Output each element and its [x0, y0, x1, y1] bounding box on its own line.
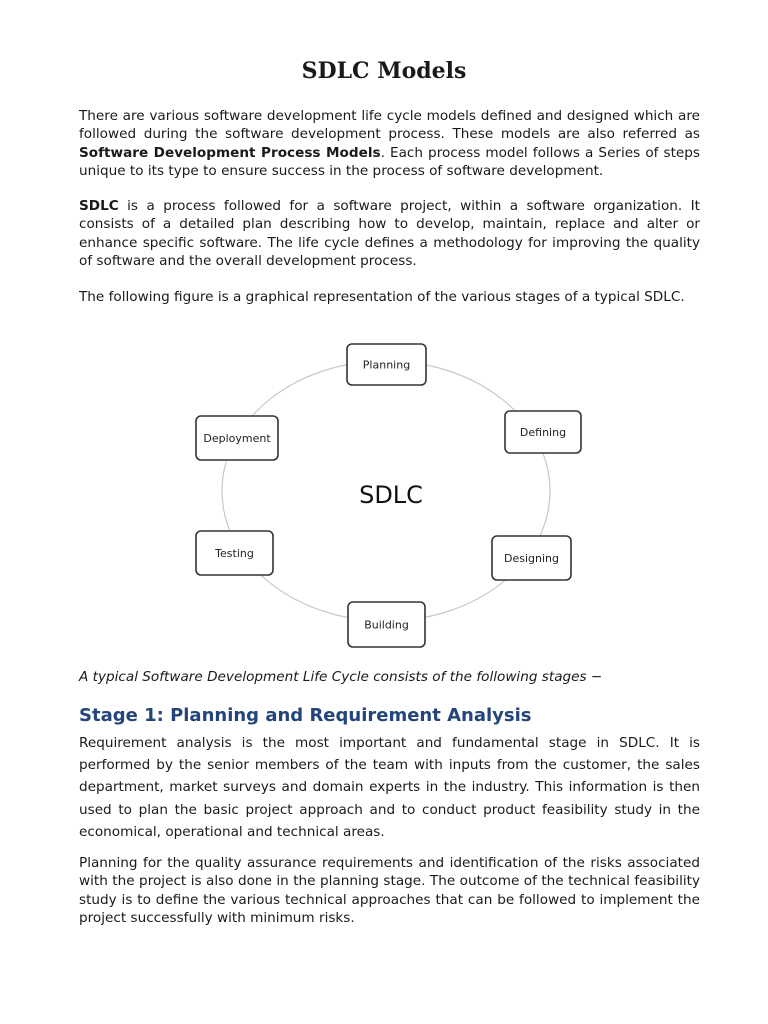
stage-label-defining: Defining: [519, 426, 567, 439]
definition-paragraph: [79, 197, 700, 270]
page-title: SDLC Models: [301, 58, 467, 84]
stage-label-testing: Testing: [215, 547, 254, 560]
diagram-caption: A typical Software Development Life Cycle consists of the following stages −: [79, 669, 603, 685]
intro-text-start: There are various software development life cycle models defined and designed which are followed during the software development process. These models are also referred as: [79, 108, 700, 143]
intro-bold-term: Software Development Process Models: [79, 144, 381, 161]
stage-label-planning: Planning: [362, 358, 411, 372]
definition-text: is a process followed for a software project, within a software organization. It consists of a detailed plan describing how to develop, maintain, replace and alter or enhance specific software. The life cycle defines a methodology for improving the quality of software and the overall development process.: [79, 198, 700, 269]
intro-paragraph: [79, 107, 700, 180]
intro-text-end: . Each process model follows a Series of steps unique to its type to ensure success in the process of software development.: [79, 144, 700, 179]
sdlc-cycle-diagram: [186, 338, 586, 654]
sdlc-center-label: SDLC: [359, 481, 423, 509]
stage-1-heading: Stage 1: Planning and Requirement Analysis: [79, 705, 532, 726]
stage-label-designing: Designing: [504, 552, 559, 565]
figure-intro-paragraph: The following figure is a graphical representation of the various stages of a typical SDLC.: [79, 289, 685, 305]
stage-label-building: Building: [364, 618, 409, 632]
stage-1-paragraph-1: Requirement analysis is the most important and fundamental stage in SDLC. It is performed by the senior members of the team with inputs from the customer, the sales department, market surveys and domain experts in the industry. This information is then used to plan the basic project approach and to conduct product feasibility study in the economical, operational and technical areas.: [79, 735, 700, 840]
definition-bold-term: SDLC: [79, 198, 119, 214]
stage-1-paragraph-2: Planning for the quality assurance requirements and identification of the risks associated with the project is also done in the planning stage. The outcome of the technical feasibility study is to define the various technical approaches that can be followed to implement the project successfully with minimum risks.: [79, 855, 700, 926]
stage-label-deployment: Deployment: [203, 432, 271, 445]
